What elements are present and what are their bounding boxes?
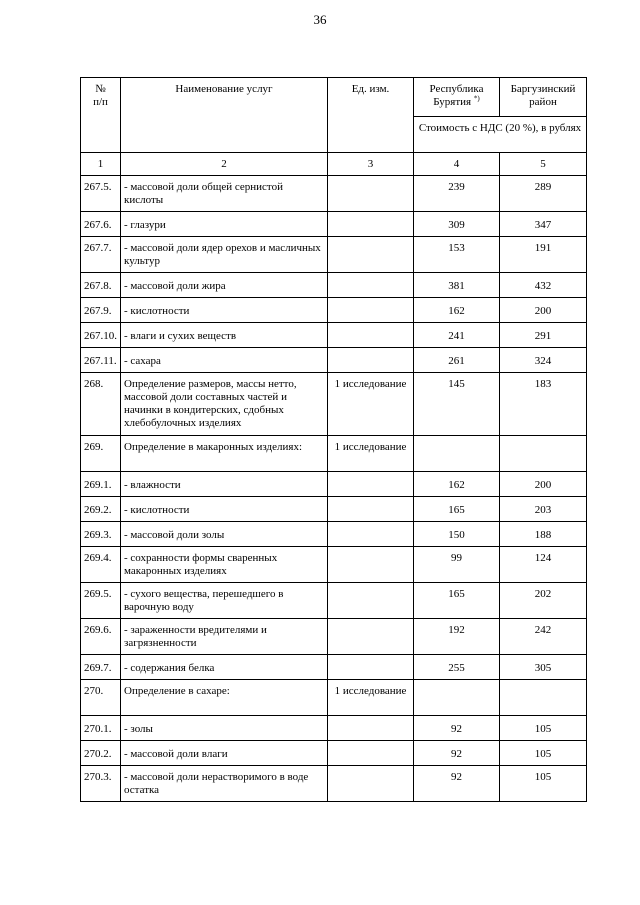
- cell-number: 267.6.: [81, 212, 121, 237]
- cell-unit: [328, 212, 414, 237]
- cell-service-name: - кислотности: [121, 497, 328, 522]
- cell-price-district: 124: [500, 547, 587, 583]
- cell-unit: [328, 741, 414, 766]
- page-number: 36: [313, 12, 327, 27]
- cell-price-republic: 381: [414, 273, 500, 298]
- cell-unit: [328, 176, 414, 212]
- cell-price-republic: [414, 680, 500, 716]
- cell-unit: [328, 547, 414, 583]
- cell-price-district: [500, 680, 587, 716]
- table-row: [81, 176, 587, 212]
- cell-price-district: 291: [500, 323, 587, 348]
- cell-number: 267.10.: [81, 323, 121, 348]
- table-row: [81, 547, 587, 583]
- cell-unit: [328, 766, 414, 802]
- cell-unit: 1 исследование: [328, 373, 414, 436]
- cell-service-name: - кислотности: [121, 298, 328, 323]
- column-number-4: 4: [414, 153, 500, 176]
- cell-price-republic: 165: [414, 583, 500, 619]
- cell-service-name: - массовой доли общей сернистой кислоты: [121, 176, 328, 212]
- cell-price-district: 105: [500, 741, 587, 766]
- cell-service-name: - массовой доли влаги: [121, 741, 328, 766]
- cell-number: 269.1.: [81, 472, 121, 497]
- cell-unit: [328, 273, 414, 298]
- cell-price-district: 191: [500, 237, 587, 273]
- cell-service-name: - зараженности вредителями и загрязненности: [121, 619, 328, 655]
- cell-unit: [328, 237, 414, 273]
- cell-price-district: 432: [500, 273, 587, 298]
- table-row: [81, 522, 587, 547]
- cell-number: 269.5.: [81, 583, 121, 619]
- cell-unit: [328, 619, 414, 655]
- cell-number: 267.7.: [81, 237, 121, 273]
- header-number: № п/п: [81, 78, 121, 153]
- cell-price-republic: 99: [414, 547, 500, 583]
- cell-price-republic: 162: [414, 472, 500, 497]
- cell-number: 267.11.: [81, 348, 121, 373]
- cell-service-name: - массовой доли жира: [121, 273, 328, 298]
- column-number-1: 1: [81, 153, 121, 176]
- cell-price-district: 202: [500, 583, 587, 619]
- cell-price-republic: 92: [414, 766, 500, 802]
- table-row: [81, 298, 587, 323]
- header-price-note: Стоимость с НДС (20 %), в рублях: [414, 117, 587, 153]
- cell-unit: [328, 522, 414, 547]
- cell-number: 267.5.: [81, 176, 121, 212]
- cell-service-name: - золы: [121, 716, 328, 741]
- cell-price-republic: 255: [414, 655, 500, 680]
- cell-price-republic: 153: [414, 237, 500, 273]
- cell-unit: 1 исследование: [328, 436, 414, 472]
- cell-price-district: 347: [500, 212, 587, 237]
- table-row: [81, 436, 587, 472]
- table-row: [81, 741, 587, 766]
- column-number-2: 2: [121, 153, 328, 176]
- cell-price-republic: 145: [414, 373, 500, 436]
- cell-price-district: 289: [500, 176, 587, 212]
- cell-price-republic: 261: [414, 348, 500, 373]
- header-republic-label: Республика Бурятия: [429, 83, 484, 108]
- cell-service-name: - содержания белка: [121, 655, 328, 680]
- cell-unit: [328, 497, 414, 522]
- cell-price-district: 305: [500, 655, 587, 680]
- table-row: [81, 497, 587, 522]
- header-republic-footnote-mark: *): [473, 94, 480, 103]
- table-row: [81, 716, 587, 741]
- header-district: Баргузинский район: [500, 78, 587, 117]
- cell-service-name: Определение размеров, массы нетто, массовой доли составных частей и начинки в кондитерских, сдобных хлебобулочных изделиях: [121, 373, 328, 436]
- table-row: [81, 655, 587, 680]
- table-row: [81, 323, 587, 348]
- cell-service-name: - влаги и сухих веществ: [121, 323, 328, 348]
- cell-unit: [328, 472, 414, 497]
- cell-unit: [328, 716, 414, 741]
- cell-number: 270.2.: [81, 741, 121, 766]
- header-unit: Ед. изм.: [328, 78, 414, 153]
- column-number-5: 5: [500, 153, 587, 176]
- cell-price-district: 203: [500, 497, 587, 522]
- cell-number: 267.8.: [81, 273, 121, 298]
- cell-price-district: 183: [500, 373, 587, 436]
- cell-service-name: - сохранности формы сваренных макаронных изделиях: [121, 547, 328, 583]
- cell-service-name: - влажности: [121, 472, 328, 497]
- cell-service-name: - сухого вещества, перешедшего в варочную воду: [121, 583, 328, 619]
- column-numbers-row: [81, 153, 587, 176]
- price-table: [80, 77, 587, 802]
- cell-price-district: 105: [500, 716, 587, 741]
- cell-service-name: Определение в макаронных изделиях:: [121, 436, 328, 472]
- header-republic: [414, 78, 500, 117]
- cell-service-name: - массовой доли ядер орехов и масличных культур: [121, 237, 328, 273]
- table-row: [81, 680, 587, 716]
- cell-unit: [328, 348, 414, 373]
- table-row: [81, 273, 587, 298]
- cell-price-district: 200: [500, 472, 587, 497]
- cell-number: 270.: [81, 680, 121, 716]
- cell-price-republic: 309: [414, 212, 500, 237]
- table-row: [81, 583, 587, 619]
- cell-service-name: - сахара: [121, 348, 328, 373]
- cell-price-district: 188: [500, 522, 587, 547]
- cell-unit: [328, 655, 414, 680]
- cell-price-republic: [414, 436, 500, 472]
- cell-price-district: 242: [500, 619, 587, 655]
- cell-price-district: 105: [500, 766, 587, 802]
- table-row: [81, 348, 587, 373]
- cell-unit: 1 исследование: [328, 680, 414, 716]
- table-header-row: [81, 78, 587, 117]
- table-row: [81, 212, 587, 237]
- header-service-name: Наименование услуг: [121, 78, 328, 153]
- cell-price-district: 324: [500, 348, 587, 373]
- cell-number: 269.6.: [81, 619, 121, 655]
- cell-price-republic: 92: [414, 741, 500, 766]
- cell-price-republic: 92: [414, 716, 500, 741]
- column-number-3: 3: [328, 153, 414, 176]
- cell-number: 270.1.: [81, 716, 121, 741]
- cell-price-district: [500, 436, 587, 472]
- cell-price-republic: 239: [414, 176, 500, 212]
- cell-number: 269.: [81, 436, 121, 472]
- cell-price-district: 200: [500, 298, 587, 323]
- cell-number: 269.2.: [81, 497, 121, 522]
- cell-number: 268.: [81, 373, 121, 436]
- cell-number: 267.9.: [81, 298, 121, 323]
- cell-service-name: - массовой доли нерастворимого в воде остатка: [121, 766, 328, 802]
- table-row: [81, 237, 587, 273]
- cell-service-name: - массовой доли золы: [121, 522, 328, 547]
- cell-service-name: - глазури: [121, 212, 328, 237]
- cell-number: 270.3.: [81, 766, 121, 802]
- table-row: [81, 619, 587, 655]
- cell-number: 269.7.: [81, 655, 121, 680]
- cell-unit: [328, 323, 414, 348]
- cell-unit: [328, 298, 414, 323]
- cell-unit: [328, 583, 414, 619]
- cell-price-republic: 162: [414, 298, 500, 323]
- cell-price-republic: 241: [414, 323, 500, 348]
- cell-number: 269.3.: [81, 522, 121, 547]
- cell-price-republic: 165: [414, 497, 500, 522]
- cell-price-republic: 192: [414, 619, 500, 655]
- table-row: [81, 373, 587, 436]
- cell-price-republic: 150: [414, 522, 500, 547]
- table-row: [81, 472, 587, 497]
- cell-service-name: Определение в сахаре:: [121, 680, 328, 716]
- cell-number: 269.4.: [81, 547, 121, 583]
- table-row: [81, 766, 587, 802]
